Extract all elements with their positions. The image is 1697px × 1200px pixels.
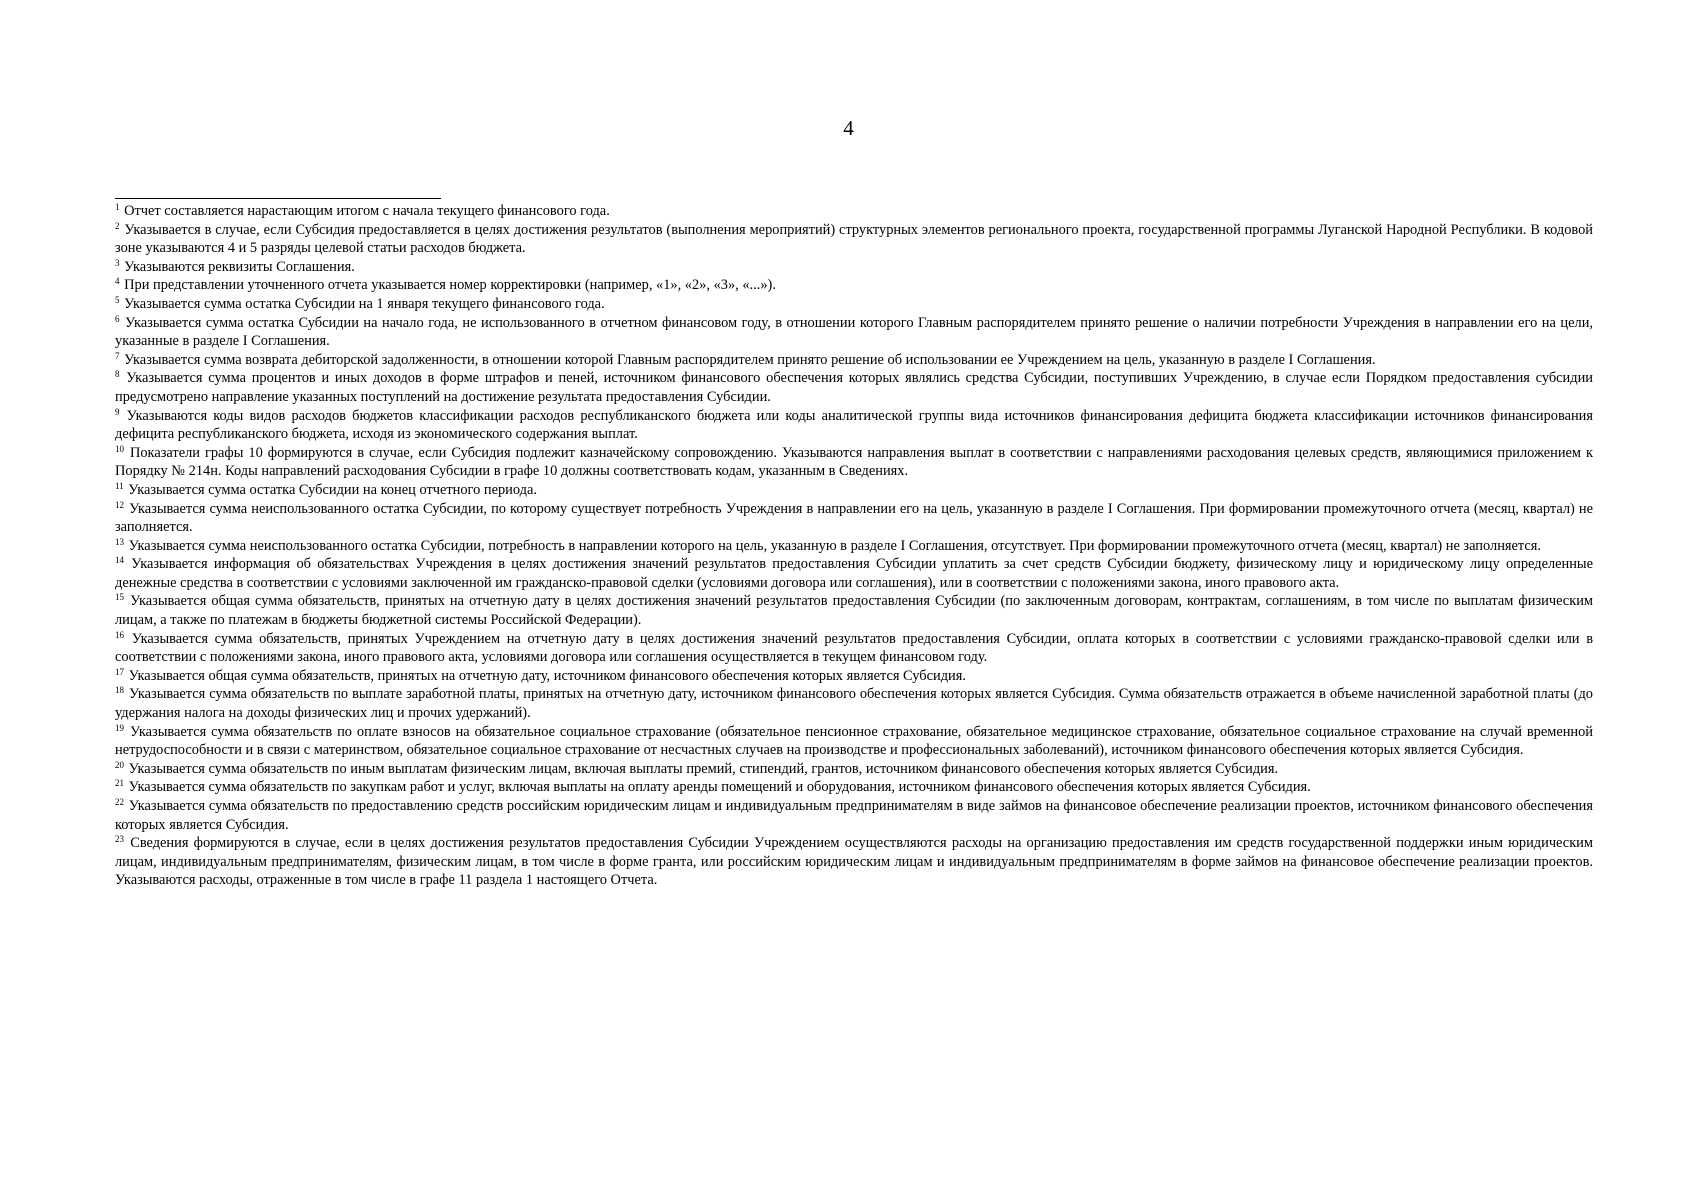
footnote-19 bbox=[115, 723, 1593, 760]
footnote-text: Указывается сумма остатка Субсидии на конец отчетного периода. bbox=[128, 481, 537, 498]
footnotes-section bbox=[115, 198, 1593, 890]
footnote-number: 16 bbox=[115, 629, 124, 640]
footnote-number: 21 bbox=[115, 778, 124, 789]
footnote-separator bbox=[115, 198, 441, 199]
footnote-18 bbox=[115, 685, 1593, 722]
footnote-list bbox=[115, 202, 1593, 890]
footnote-number: 19 bbox=[115, 722, 124, 733]
footnote-10 bbox=[115, 444, 1593, 481]
footnote-number: 15 bbox=[115, 592, 124, 603]
footnote-20 bbox=[115, 760, 1593, 779]
footnote-text: Показатели графы 10 формируются в случае, если Субсидия подлежит казначейскому сопровождению. Указываются направления выплат в соответствии с направлениями расходования целевых средств, являющимися приложением к Порядку № 214н. Коды направлений расходования Субсидии в графе 10 должны соответствовать кодам, указанным в Сведениях. bbox=[115, 444, 1593, 480]
footnote-11 bbox=[115, 481, 1593, 500]
footnote-text: Указывается сумма неиспользованного остатка Субсидии, потребность в направлении которого на цель, указанную в разделе I Соглашения, отсутствует. При формировании промежуточного отчета (месяц, квартал) не заполняется. bbox=[128, 537, 1541, 554]
footnote-text: Указывается сумма остатка Субсидии на 1 января текущего финансового года. bbox=[124, 295, 605, 312]
footnote-14 bbox=[115, 555, 1593, 592]
footnote-text: Указывается сумма процентов и иных доходов в форме штрафов и пеней, источником финансового обеспечения которых являлись средства Субсидии, поступивших Учреждению, в случае если Порядком предоставления субсидии предусмотрено направление указанных поступлений на достижение результата предоставления Субсидии. bbox=[115, 370, 1593, 405]
footnote-number: 5 bbox=[115, 294, 120, 305]
footnote-text: Указывается сумма возврата дебиторской задолженности, в отношении которой Главным распорядителем принято решение об использовании ее Учреждением на цель, указанную в разделе I Соглашения. bbox=[124, 351, 1376, 368]
footnote-text: Указывается сумма обязательств по выплате заработной платы, принятых на отчетную дату, источником финансового обеспечения которых является Субсидия. Сумма обязательств отражается в объеме начисленной заработной платы (до удержания налога на доходы физических лиц и прочих удержаний). bbox=[115, 686, 1593, 722]
page-number: 4 bbox=[843, 116, 854, 140]
footnote-text: Указывается в случае, если Субсидия предоставляется в целях достижения результатов (выполнения мероприятий) структурных элементов регионального проекта, государственной программы Луганской Народной Республики. В кодовой зоне указываются 4 и 5 разряды целевой статьи расходов бюджета. bbox=[115, 221, 1593, 257]
footnote-number: 23 bbox=[115, 834, 124, 845]
footnote-text: Указывается сумма обязательств по предоставлению средств российским юридическим лицам и индивидуальным предпринимателям в виде займов на финансовое обеспечение реализации проектов, источником финансового обеспечения которых является Субсидия. bbox=[115, 798, 1593, 833]
footnote-number: 3 bbox=[115, 257, 120, 268]
footnote-number: 14 bbox=[115, 555, 124, 566]
footnote-text: Указываются реквизиты Соглашения. bbox=[124, 258, 355, 275]
footnote-number: 6 bbox=[115, 313, 120, 324]
footnote-number: 17 bbox=[115, 666, 124, 677]
footnote-text: При представлении уточненного отчета указывается номер корректировки (например, «1», «2», «3», «...»). bbox=[124, 277, 776, 294]
footnote-15 bbox=[115, 592, 1593, 629]
footnote-number: 13 bbox=[115, 536, 124, 547]
footnote-number: 1 bbox=[115, 202, 120, 212]
footnote-text: Указывается сумма обязательств по иным выплатам физическим лицам, включая выплаты премий, стипендий, грантов, источником финансового обеспечения которых является Субсидия. bbox=[128, 760, 1279, 777]
footnote-text: Указывается сумма обязательств по закупкам работ и услуг, включая выплаты на оплату аренды помещений и оборудования, источником финансового обеспечения которых является Субсидия. bbox=[128, 779, 1311, 796]
footnote-12 bbox=[115, 500, 1593, 537]
footnote-number: 12 bbox=[115, 499, 124, 510]
footnote-number: 7 bbox=[115, 350, 120, 361]
footnote-23 bbox=[115, 834, 1593, 890]
footnote-1 bbox=[115, 202, 1593, 221]
footnote-text: Указываются коды видов расходов бюджетов классификации расходов республиканского бюджета или коды аналитической группы вида источников финансирования дефицита бюджета классификации источников финансирования дефицита республиканского бюджета, исходя из экономического содержания выплат. bbox=[115, 407, 1593, 443]
footnote-9 bbox=[115, 407, 1593, 444]
footnote-3 bbox=[115, 258, 1593, 277]
footnote-number: 9 bbox=[115, 406, 120, 417]
footnote-5 bbox=[115, 295, 1593, 314]
footnote-number: 8 bbox=[115, 369, 120, 380]
footnote-text: Указывается сумма остатка Субсидии на начало года, не использованного в отчетном финансовом году, в отношении которого Главным распорядителем принято решение о наличии потребности Учреждения в направлении его на цели, указанные в разделе I Соглашения. bbox=[115, 314, 1593, 350]
footnote-text: Указывается сумма неиспользованного остатка Субсидии, по которому существует потребность Учреждения в направлении его на цель, указанную в разделе I Соглашения. При формировании промежуточного отчета (месяц, квартал) не заполняется. bbox=[115, 500, 1593, 536]
footnote-text: Указывается общая сумма обязательств, принятых на отчетную дату в целях достижения значений результатов предоставления Субсидии (по заключенным договорам, контрактам, соглашениям, в том числе по выплатам физическим лицам, а также по платежам в бюджеты бюджетной системы Российской Федерации). bbox=[115, 593, 1593, 629]
footnote-13 bbox=[115, 537, 1593, 556]
footnote-text: Указывается сумма обязательств, принятых Учреждением на отчетную дату в целях достижения значений результатов предоставления Субсидии, оплата которых в соответствии с условиями гражданско-правовой сделки или в соответствии с положениями закона, иного правового акта, условиями договора или соглашения осуществляется в текущем финансовом году. bbox=[115, 630, 1593, 666]
footnote-text: Указывается сумма обязательств по оплате взносов на обязательное социальное страхование (обязательное пенсионное страхование, обязательное медицинское страхование, обязательное социальное страхование на случай временной нетрудоспособности и в связи с материнством, обязательное социальное страхование от несчастных случаев на производстве и профессиональных заболеваний), источником финансового обеспечения которых является Субсидия. bbox=[115, 723, 1594, 759]
footnote-22 bbox=[115, 797, 1593, 834]
footnote-text: Сведения формируются в случае, если в целях достижения результатов предоставления Субсидии Учреждением осуществляются расходы на организацию предоставления им средств государственной поддержки иным юридическим лицам, индивидуальным предпринимателям, физическим лицам, в том числе в форме гранта, или российским юридическим лицам и индивидуальным предпринимателям в форме займов на финансовое обеспечение реализации проектов. Указываются расходы, отраженные в том числе в графе 11 раздела 1 настоящего Отчета. bbox=[115, 835, 1593, 889]
footnote-21 bbox=[115, 778, 1593, 797]
footnote-text: Отчет составляется нарастающим итогом с начала текущего финансового года. bbox=[124, 203, 610, 219]
footnote-text: Указывается общая сумма обязательств, принятых на отчетную дату, источником финансового обеспечения которых является Субсидия. bbox=[128, 667, 966, 684]
footnote-7 bbox=[115, 351, 1593, 370]
footnote-8 bbox=[115, 369, 1593, 406]
footnote-2 bbox=[115, 221, 1593, 258]
footnote-17 bbox=[115, 667, 1593, 686]
footnote-number: 18 bbox=[115, 685, 124, 696]
footnote-6 bbox=[115, 314, 1593, 351]
footnote-4 bbox=[115, 276, 1593, 295]
footnote-number: 4 bbox=[115, 276, 120, 287]
footnote-number: 20 bbox=[115, 759, 124, 770]
footnote-number: 22 bbox=[115, 797, 124, 807]
footnote-number: 2 bbox=[115, 220, 120, 231]
footnote-text: Указывается информация об обязательствах Учреждения в целях достижения значений результатов предоставления Субсидии уплатить за счет средств Субсидии бюджету, физическому лицу и юридическому лицу определенные денежные средства в соответствии с условиями заключенной им гражданско-правовой сделки (условиями договора или соглашения), или в соответствии с положениями закона, иного правового акта. bbox=[115, 556, 1593, 591]
footnote-number: 11 bbox=[115, 480, 124, 491]
footnote-number: 10 bbox=[115, 443, 124, 454]
footnote-16 bbox=[115, 630, 1593, 667]
